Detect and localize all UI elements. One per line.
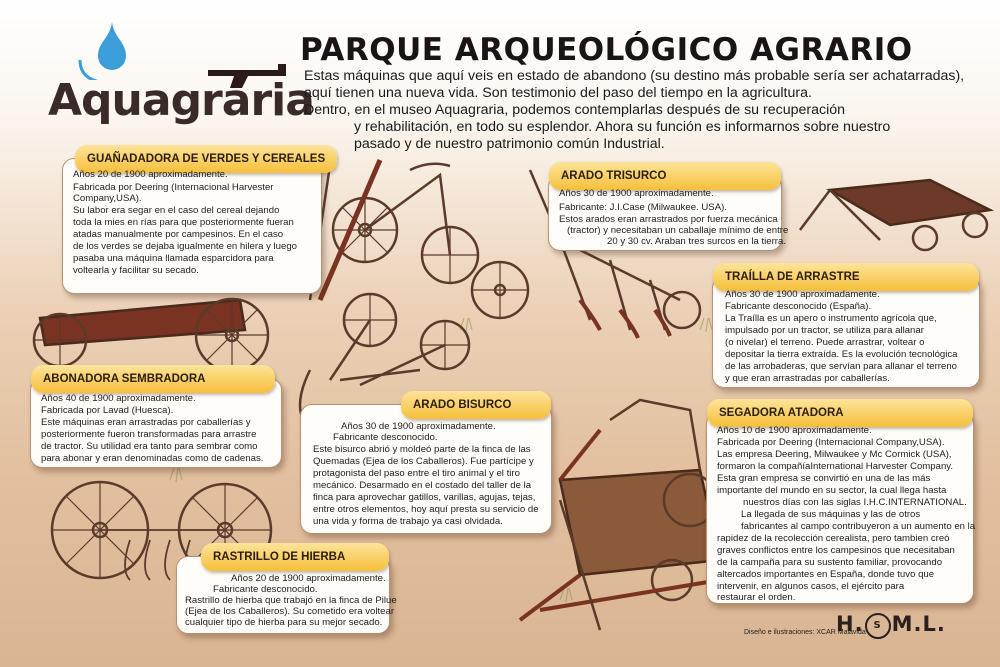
card-line: (o nivelar) el terreno. Puede arrastrar, voltear o (725, 337, 925, 348)
card-rastrillo (176, 551, 397, 634)
card-title: SEGADORA ATADORA (707, 399, 973, 427)
card-line: Company,USA). (73, 193, 142, 204)
card-guanadora (62, 153, 326, 294)
card-line: Años 30 de 1900 aproximadamente. (341, 421, 496, 432)
card-line: Años 20 de 1900 aproximadamente. (73, 169, 228, 180)
intro-line: aquí tienen una nueva vida. Son testimonio del paso del tiempo en la agricultura. (304, 85, 812, 101)
card-line: Fabricada por Deering (Internacional Harvester (73, 182, 274, 193)
card-line: fabricantes al campo contribuyeron a un aumento en la (741, 521, 976, 532)
water-drop-icon (62, 20, 142, 80)
card-line: posteriormente fueron transformadas para arrastre (41, 429, 257, 440)
card-line: Estos arados eran arrastrados por fuerza mecánica (559, 214, 778, 225)
signature-s: S (865, 613, 891, 639)
design-credit: Diseño e ilustraciones: XCAR Malavida (744, 629, 866, 636)
card-line: finca para aprovechar gatillos, varillas, agujas, tejas, (313, 492, 536, 503)
card-line: (Ejea de los Caballeros). Su cometido era voltear (185, 606, 395, 617)
page-title: PARQUE ARQUEOLÓGICO AGRARIO (300, 32, 913, 68)
card-line: Años 30 de 1900 aproximadamente. (725, 289, 880, 300)
card-line: de tractor. Su utilidad era tanto para sembrar como (41, 441, 258, 452)
card-line: Años 20 de 1900 aproximadamente. (231, 573, 386, 584)
card-line: mecánico. Desarmado en el costado del taller de la (313, 480, 532, 491)
card-line: para abonar y eran denominadas como de cadenas. (41, 453, 264, 464)
card-line: 20 y 30 cv. Araban tres surcos en la tierra. (607, 236, 786, 247)
card-arado-bisurco (300, 399, 552, 534)
card-line: Años 40 de 1900 aproximadamente. (41, 393, 196, 404)
intro-line: y rehabilitación, en todo su esplendor. Ahora su función es informarnos sobre nuestro (354, 119, 891, 135)
card-arado-trisurco (548, 170, 789, 251)
card-trailla (712, 271, 980, 388)
card-line: Quemadas (Ejea de los Caballeros). Fue partícipe y (313, 456, 534, 467)
card-line: una vida y forma de trabajo ya casi olvidada. (313, 516, 503, 527)
card-line: Fabricada por Deering (Internacional Company,USA). (717, 437, 945, 448)
card-line: Fabricada por Lavad (Huesca). (41, 405, 174, 416)
card-line: importante del mundo en su sector, la cual llega hasta (717, 485, 947, 496)
card-line: y que eran arrastradas por caballerías. (725, 373, 890, 384)
card-line: depositar la tierra extraída. Es la evolución tecnológica (725, 349, 958, 360)
card-title: ABONADORA SEMBRADORA (31, 365, 275, 393)
card-line: de la campaña para su sustento familiar, provocando (717, 557, 943, 568)
intro-line: Dentro, en el museo Aquagraria, podemos contemplarlas después de su recuperación (304, 102, 846, 118)
card-title: GUAÑADADORA DE VERDES Y CEREALES (75, 145, 337, 173)
card-abonadora (30, 373, 282, 468)
card-line: de los verdes se dejaba igualmente en hilera y luego (73, 241, 298, 252)
card-line: de las arrobaderas, que servían para allanar el terreno (725, 361, 957, 372)
card-line: Este bisurco abrió y moldeó parte de la finca de las (313, 444, 531, 455)
card-line: Las empresa Deering, Milwaukee y Mc Cormick (USA), (717, 449, 952, 460)
card-line: entre otros elementos, hoy aquí presta su servicio de (313, 504, 539, 515)
card-line: cualquier tipo de hierba para su mejor secado. (185, 617, 383, 628)
card-line: formaron la compañíaInternational Harvester Company. (717, 461, 954, 472)
card-line: atadas manualmente por campesinos. En el caso (73, 229, 284, 240)
intro-line: Estas máquinas que aquí veis en estado de abandono (su destino más probable sería ser achatarradas), (304, 68, 965, 84)
card-line: Este máquinas eran arrastradas por caballerías y (41, 417, 251, 428)
card-line: nuestros días con las siglas I.H.C.INTERNATIONAL. (743, 497, 967, 508)
card-line: Esta gran empresa se convirtió en una de las más (717, 473, 931, 484)
card-line: Años 30 de 1900 aproximadamente. (559, 188, 714, 199)
card-line: Rastrillo de hierba que trabajó en la finca de Pilue (185, 595, 397, 606)
card-line: La llegada de sus máquinas y las de otros (741, 509, 921, 520)
signature-ml: M.L. (891, 612, 946, 636)
card-line: Años 10 de 1900 aproximadamente. (717, 425, 872, 436)
hsml-signature (836, 612, 946, 639)
card-title: ARADO BISURCO (401, 391, 551, 419)
card-line: intervenir, en algunos casos, el ejército para (717, 581, 905, 592)
card-line: Fabricante desconocido (España). (725, 301, 872, 312)
signature-h: H. (836, 612, 864, 636)
card-title: ARADO TRISURCO (549, 162, 781, 190)
card-line: pasaba una máquina llamada esparcidora para (73, 253, 274, 264)
card-line: toda la mies en rías para que posteriormente fueran (73, 217, 294, 228)
card-line: Su labor era segar en el caso del cereal dejando (73, 205, 280, 216)
card-line: graves conflictos entre los campesinos que necesitaban (717, 545, 955, 556)
card-line: Fabricante: J.I.Case (Milwaukee. USA). (559, 202, 727, 213)
card-line: altercados importantes en España, donde tuvo que (717, 569, 935, 580)
card-line: Fabricante desconocido. (333, 432, 438, 443)
card-line: (tractor) y necesitaban un caballaje mínimo de entre (567, 225, 789, 236)
logo-wordmark: Aquagraria (48, 75, 314, 126)
card-segadora (706, 407, 976, 604)
intro-line: pasado y de nuestro patrimonio común Industrial. (354, 136, 665, 152)
card-line: Fabricante desconocido. (213, 584, 318, 595)
card-line: restaurar el orden. (717, 592, 796, 603)
card-line: La Traílla es un apero o instrumento agrícola que, (725, 313, 937, 324)
card-line: protagonista del paso entre el tiro animal y el tiro (313, 468, 520, 479)
card-line: impulsado por un tractor, se utiliza para allanar (725, 325, 924, 336)
card-title: RASTRILLO DE HIERBA (201, 543, 389, 571)
card-line: rapidez de la recolección cerealista, pero tambien creó (717, 533, 950, 544)
aquagraria-logo (40, 20, 314, 130)
card-line: voltearla y facilitar su secado. (73, 265, 199, 276)
card-title: TRAÍLLA DE ARRASTRE (713, 263, 979, 291)
